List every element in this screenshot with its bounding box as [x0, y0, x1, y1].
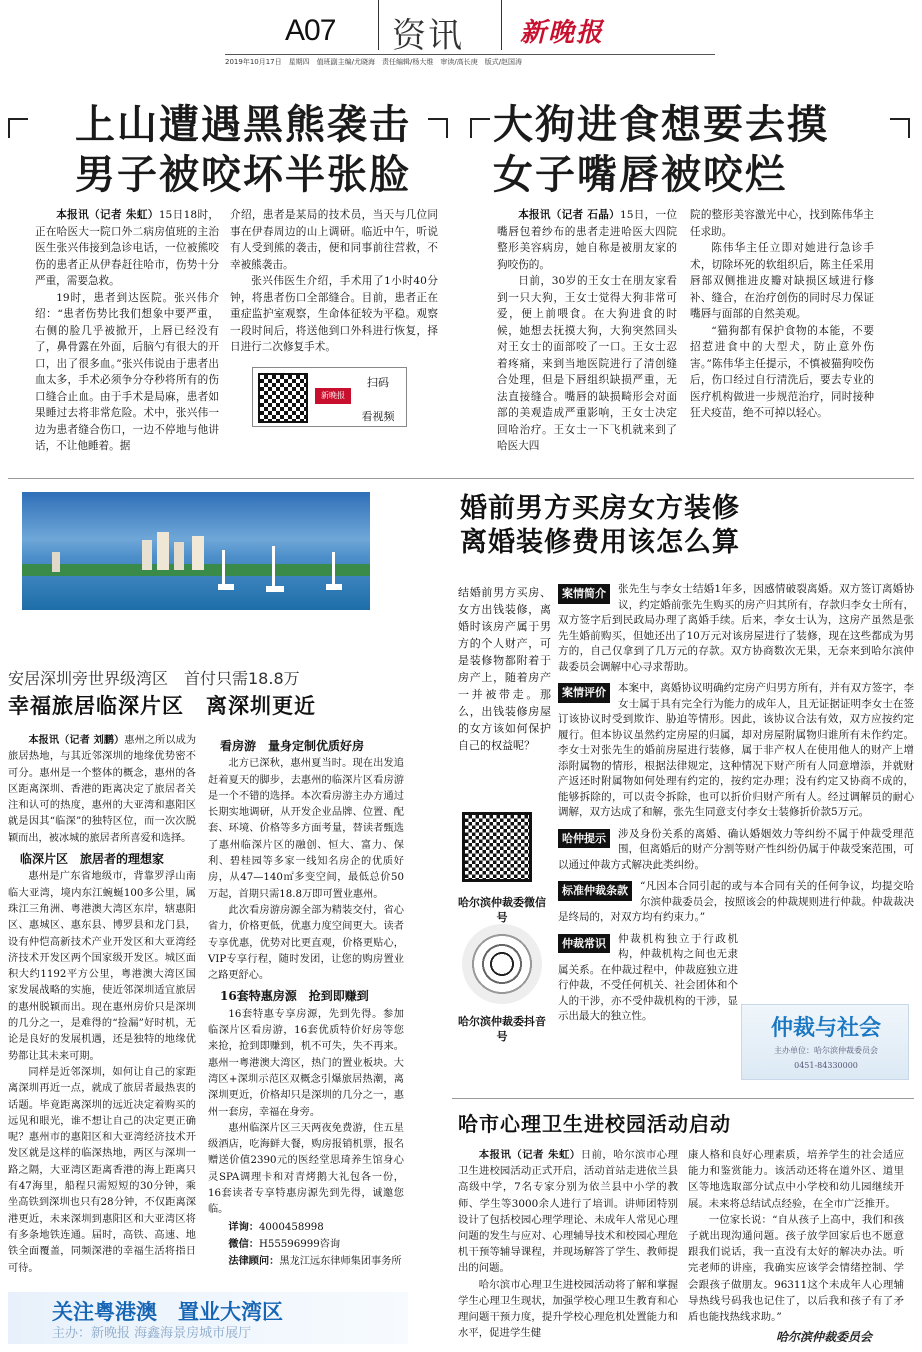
story1-col1 — [35, 207, 219, 455]
tag-case-summary: 案情简介 — [558, 584, 610, 604]
title-bracket-left — [8, 118, 28, 138]
title-bracket-right — [428, 118, 448, 138]
story4-p1: 日前，哈尔滨市心理卫生进校园活动正式开启，活动首站走进依兰县高级中学，7名专家分别为依兰县中小学的教师、学生等3000余人进行了培训。讲师团特别设计了包括校园心理学理论、未成年人常见心理问题的发生与应对、心理辅导技术和校园心理危机干预等辅导课程，并现场解答了学生、教师提出的问题。 — [458, 1149, 679, 1275]
story2-title-line1: 大狗进食想要去摸 — [493, 101, 829, 148]
story2-col2 — [690, 207, 874, 422]
video-qr-code[interactable] — [258, 373, 308, 423]
story2-col1 — [497, 207, 677, 455]
story2-byline: 本报讯（记者 石晶） — [518, 209, 621, 221]
ad-p6: 16套特惠专享房源，先到先得。参加临深片区看房游，16套优质特价好房等您来抢，抢到即赚到，机不可失，失不再来。惠州一粤港澳大湾区，热门的置业板块。大湾区+深圳示范区双概念引爆旅居热潮，离深圳更近，价格却只是深圳的几分之一，惠州一套房，幸福在身旁。 — [208, 1008, 404, 1118]
dateline: 2019年10月17日 星期四 值班副主编/尤晓海 责任编辑/杨大维 审读/高长庚 版式/赵国涛 — [225, 54, 715, 67]
ad-banner-line1: 关注粤港澳 置业大湾区 — [52, 1300, 283, 1324]
story2-p3: 院的整形美容激光中心，找到陈伟华主任求助。 — [690, 209, 874, 238]
title-bracket-left-2 — [470, 118, 490, 138]
story3-case-review: 本案中，离婚协议明确约定房产归男方所有，并有双方签字，李女士属于具有完全行为能力的成年人，且无证据证明李女士在签订该协议时受到欺诈、胁迫等情形。因此，该协议合法有效，双方应按约定履行。但本协议虽然约定房屋的归属，却对房屋附属物归谁所有未作约定。李女士对张先生的婚前房屋进行装修，属于非产权人在使用他人的财产上增添附属物的情形，根据法律规定，这种情况下财产所有人同意增添，并就财产返还时附属物如何处理有约定的，按约定办理；没有约定又协商不成的，能够拆除的，可以责令拆除，也可以折价归财产所有人。经过调解员的耐心调解，双方达成了和解，张先生同意支付李女士装修折价款5万元。 — [558, 682, 914, 818]
story2-title — [493, 100, 873, 200]
tag-case-review: 案情评价 — [558, 683, 610, 703]
qr-scan-label: 扫码 — [367, 376, 389, 389]
ad-col2 — [208, 738, 404, 1271]
ad-sub2: 看房游 量身定制优质好房 — [220, 739, 365, 753]
story2-title-line2: 女子嘴唇被咬烂 — [493, 151, 787, 198]
story3-title-line2: 离婚装修费用该怎么算 — [460, 527, 740, 558]
story2-p5: “猫狗都有保护食物的本能，不要招惹进食中的大型犬，防止意外伤害。”陈伟华主任提示，不慎被猫狗咬伤后，伤口经过自行清洗后，要去专业的医疗机构做进一步规范治疗，同时接种狂犬疫苗，绝不可掉以轻心。 — [690, 324, 874, 419]
mid-divider — [8, 478, 914, 479]
section-name: 资讯 — [392, 16, 464, 56]
ad-sub1: 临深片区 旅居者的理想家 — [20, 852, 165, 867]
arbitration-logo — [741, 1004, 909, 1080]
story1-col2 — [230, 207, 438, 356]
ad-p5: 此次看房游房源全部为精装交付，省心省力，价格更低，优惠力度空间更大。读者专享优惠，优势对比更直观，价格更贴心，VIP专享行程，随时发团，让您的购房置业之路更舒心。 — [208, 904, 404, 982]
story2-p2: 日前，30岁的王女士在朋友家看到一只大狗，王女士觉得大狗非常可爱，便上前喂食。在大狗进食的时候，她想去抚摸大狗，大狗突然回头对王女士的面部咬了一口。王女士忍着疼痛，来到当地医院进行了清创缝合处理，但是下唇组织缺损严重，无法直接缝合。嘴唇的缺损畸形会对面部的美观造成严重影响，王女士决定回哈治疗。王女士一下飞机就来到了哈医大四 — [497, 275, 677, 452]
ad-contact3-value: 黑龙江远东律师集团事务所 — [279, 1256, 402, 1268]
story3-common-sense: 仲裁机构独立于行政机构，仲裁机构之间也无隶属关系。在仲裁过程中，仲裁庭独立进行仲裁，不受任何机关、社会团体和个人的干涉，亦不受仲裁机构的干涉，显示出最大的独立性。 — [558, 932, 738, 1022]
ad-banner — [8, 1292, 408, 1344]
ad-caption: 安居深圳旁世界级湾区 首付只需18.8万 — [8, 669, 300, 688]
ad-p4: 北方已深秋，惠州夏当时。现在出发追赶着夏天的脚步，去惠州的临深片区看房游是一个不错的选择。本次看房游主办方通过长期实地调研，从开发企业品牌、位置、配套、环境、价格等多方面考量，替读者甄选了惠州临深片区的融创、恒大、富力、保利、碧桂园等多家一线知名房企的优质好房，从47—140㎡多变空间，最低总价50万起，首期只需18.8万即可置业惠州。 — [208, 758, 404, 900]
ad-title: 幸福旅居临深片区 离深圳更近 — [8, 693, 316, 718]
ad-contact2-label: 微信： — [228, 1237, 259, 1250]
ad-sub3: 16套特惠房源 抢到即赚到 — [220, 989, 369, 1004]
story3-standard-clause: “凡因本合同引起的或与本合同有关的任何争议，均提交哈尔滨仲裁委员会，按照该会的仲裁规则进行仲裁。仲裁裁决是终局的，对双方均有约束力。” — [558, 880, 914, 923]
ad-contact1-value: 4000458998 — [258, 1221, 324, 1233]
story1-byline: 本报讯（记者 朱虹） — [56, 209, 159, 221]
story2-p4: 陈伟华主任立即对她进行急诊手术，切除坏死的软组织后，陈主任采用唇部双侧推进皮瓣对缺损区域进行修补、缝合，在治疗创伤的同时尽力保证嘴唇与面部的自然美观。 — [690, 242, 874, 320]
ad-p1: 惠州之所以成为旅居热地，与其近邻深圳的地缘优势密不可分。惠州是一个整体的概念，惠州的各区距离深圳、香港的距离决定了旅居者关注和认可的热度，惠州的大亚湾和惠阳区就是因其“临深”的独特区位，而一次次脱颖而出，被冰城的旅居者所喜爱和选择。 — [8, 735, 197, 844]
bay-photo — [22, 492, 370, 610]
story3-intro: 结婚前男方买房、女方出钱装修，离婚时该房产属于男方的个人财产，可是装修物都附着于房产上，随着房产一并被带走。那么，出钱装修房屋的女方该如何保护自己的权益呢？ — [458, 586, 551, 752]
story1-p4: 张兴伟医生介绍，手术用了1小时40分钟，将患者伤口全部缝合。目前，患者正在重症监护室观察，生命体征较为平稳。观察一段时间后，将送他到口外科进行恢复，择日进行二次修复手术。 — [230, 275, 438, 353]
story1-title-line1: 上山遭遇黑熊袭击 — [75, 101, 411, 148]
story4-col1 — [458, 1147, 678, 1341]
story1-p1: 15日18时，正在哈医大一院口外二病房值班的主治医生张兴伟接到急诊电话，一位被熊咬伤的患者正从伊春赶往哈市，伤势十分严重，需要急救。 — [35, 209, 219, 287]
story3-title-line1: 婚前男方买房女方装修 — [460, 493, 740, 524]
ad-p2: 惠州是广东省地级市，背靠罗浮山南临大亚湾，境内东江蜿蜒100多公里，属珠江三角洲、粤港澳大湾区东岸，辖惠阳区、惠城区、惠东县、博罗县和龙门县，设有仲恺高新技术产业开发区和大亚湾经济技术开发区两个国家级开发区。城区面积大约1192平方公里，粤港澳大湾区国家发展战略的实施，使近邻深圳适宜旅居的惠州脱颖而出。现在惠州房价只是深圳的几分之一，是难得的“捡漏”好时机，无论是良好的发展机遇，还是独特的地缘优势都让其未来可期。 — [8, 871, 196, 1062]
ad-contact1-label: 详询： — [228, 1220, 259, 1233]
story1-title-line2: 男子被咬坏半张脸 — [75, 151, 411, 198]
arbitration-logo-sub: 主办单位：哈尔滨仲裁委员会 — [774, 1046, 878, 1055]
ad-p7: 惠州临深片区三天两夜免费游，住五星级酒店，吃海鲜大餐，购房报销机票，报名赠送价值2390元的医经堂思琦养生馆身心灵SPA调理卡和对青烤鹅大礼包各一份，16套读者专享特惠房源先到先得，诚邀您临。 — [208, 1122, 404, 1216]
story2-p1: 15日，一位嘴唇包着纱布的患者走进哈医大四院整形美容病房，她自称是被朋友家的狗咬伤的。 — [497, 209, 678, 271]
arbitration-logo-tel: 0451-84330000 — [794, 1061, 858, 1070]
ad-banner-line2: 主办：新晚报 海鑫海景房城市展厅 — [52, 1326, 252, 1341]
story3-title — [460, 492, 900, 560]
story4-col2 — [688, 1147, 904, 1325]
video-qr-box[interactable] — [252, 367, 407, 427]
tag-tip: 哈仲提示 — [558, 829, 610, 849]
right-divider — [452, 1098, 914, 1099]
title-bracket-right-2 — [890, 118, 910, 138]
tag-common-sense: 仲裁常识 — [558, 934, 610, 954]
story1-title — [75, 100, 425, 200]
douyin-qr-code[interactable] — [462, 924, 542, 1004]
story3-case-summary: 张先生与李女士结婚1年多，因感情破裂离婚。双方签订离婚协议，约定婚前张先生购买的房产归其所有，存款归李女士所有，双方签字后到民政局办理了离婚手续。后来，李女士认为，这房产虽然是张先生婚前购买，但她还出了10万元对该房屋进行了装修，现在这些都成为男方的，自己仅拿到了几万元的存款。双方协商数次无果，无奈来到哈尔滨仲裁委员会调解中心寻求帮助。 — [558, 583, 914, 673]
footer-watermark: 哈尔滨仲裁委员会 — [776, 1330, 873, 1344]
story3-sections — [558, 582, 914, 1025]
wechat-qr-caption: 哈尔滨仲裁委微信号 — [458, 896, 546, 924]
qr-brand-badge: 新晚报 — [315, 388, 351, 404]
paper-logo: 新晚报 — [520, 18, 605, 48]
qr-video-label: 看视频 — [361, 410, 395, 423]
story4-byline: 本报讯（记者 朱虹） — [478, 1149, 581, 1161]
story4-p2: 哈尔滨市心理卫生进校园活动将了解和掌握学生心理卫生现状，加强学校心理卫生教育和心理问题干预力度，提升学校心理危机处置能力和水平，促进学生健 — [458, 1278, 678, 1340]
story4-p4: 一位家长说：“自从孩子上高中，我们和孩子就出现沟通问题。孩子放学回家后也不愿意跟我们说话，我一直没有太好的解决办法。听完老师的讲座，我确实应该学会情绪控制、学会跟孩子做朋友。96311这个未成年人心理辅导热线号码我也记住了，以后我和孩子有了矛盾也能找热线求助。” — [688, 1213, 904, 1324]
page-number: A07 — [285, 14, 336, 47]
tag-standard-clause: 标准仲裁条款 — [558, 881, 632, 901]
wechat-qr-code[interactable] — [462, 812, 532, 882]
ad-col1 — [8, 732, 196, 1277]
story4-title: 哈市心理卫生进校园活动启动 — [458, 1112, 731, 1136]
ad-contact3-label: 法律顾问： — [228, 1255, 280, 1268]
ad-byline: 本报讯（记者 刘鹏） — [28, 734, 125, 746]
douyin-qr-caption: 哈尔滨仲裁委抖音号 — [458, 1015, 546, 1043]
story1-p2: 19时，患者到达医院。张兴伟介绍：“患者伤势比我们想象中要严重，右侧的脸几乎被掀开，上唇已经没有了，鼻骨露在外面，后脑勺有很大的开口，出了很多血。”张兴伟说由于患者出血太多，手术必须争分夺秒将所有的伤口缝合止血。由于手术是局麻，患者如果睡过去将非常危险。术中，张兴伟一边为患者缝合伤口，一边不停地与他讲话，不让他睡着。据 — [35, 291, 219, 452]
ad-p3: 同样是近邻深圳，如何让自己的家距离深圳再近一点，就成了旅居者最热衷的话题。毕竟距离深圳的远近决定着购买的远见和眼光，谁不想让自己的决定更正确呢？惠州市的惠阳区和大亚湾经济技术开发区就是这样的临深热地，两区与深圳一路之隔，大亚湾区距离香港的海上距离只有47海里，船程只需短短的30分钟，乘坐高铁到深圳也只有28分钟，不仅距离深港更近，未来深圳到惠阳区和大亚湾区将有多条地铁连通。届时，高铁、高速、地铁全面覆盖，同频深港的幸福生活将指日可待。 — [8, 1066, 196, 1274]
story1-p3: 介绍，患者是某局的技术员，当天与几位同事在伊春周边的山上调研。临近中午，听说有人受到熊的袭击，便和同事前往营救，不幸被熊袭击。 — [230, 209, 438, 271]
story4-p3: 康人格和良好心理素质，培养学生的社会适应能力和鉴赏能力。该活动还将在道外区、道里区等地选取部分试点中小学校和幼儿园继续开展。未来将总结试点经验，在全市广泛推开。 — [688, 1149, 904, 1210]
ad-contact2-value: H55596999咨询 — [258, 1238, 341, 1250]
story3-tip: 涉及身份关系的离婚、确认婚姻效力等纠纷不属于仲裁受理范围，但离婚后的财产分割等财产性纠纷仍属于仲裁受案范围，可以通过仲裁方式解决此类纠纷。 — [558, 827, 914, 871]
arbitration-logo-text: 仲裁与社会 — [770, 1016, 881, 1041]
